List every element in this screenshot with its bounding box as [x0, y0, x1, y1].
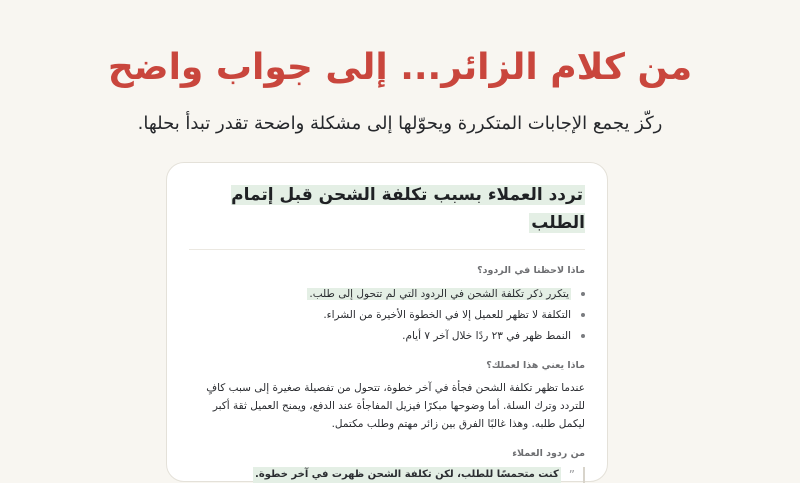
observation-text: التكلفة لا تظهر للعميل إلا في الخطوة الأخيرة من الشراء. — [323, 309, 571, 321]
hero-subheadline: ركّز يجمع الإجابات المتكررة ويحوّلها إلى مشكلة واضحة تقدر تبدأ بحلها. — [137, 113, 663, 134]
quote-mark-icon: ” — [568, 468, 575, 482]
observation-item — [189, 284, 585, 305]
observations-label: ماذا لاحظنا في الردود؟ — [477, 265, 585, 276]
observation-text: النمط ظهر في ٢٣ ردًا خلال آخر ٧ أيام. — [402, 330, 571, 342]
quote-text: كنت متحمسًا للطلب، لكن تكلفة الشحن ظهرت في آخر خطوة. — [253, 467, 561, 483]
card-title — [189, 181, 585, 237]
bullet-icon — [581, 292, 585, 296]
meaning-label: ماذا يعني هذا لعملك؟ — [486, 360, 585, 371]
observation-text: يتكرر ذكر تكلفة الشحن في الردود التي لم تتحول إلى طلب. — [309, 288, 569, 300]
bullet-icon — [581, 313, 585, 317]
card-title-text: تردد العملاء بسبب تكلفة الشحن قبل إتمام الطلب — [231, 185, 585, 233]
quotes-label: من ردود العملاء — [512, 448, 585, 459]
observations-list — [189, 284, 585, 347]
insight-card — [166, 162, 608, 482]
meaning-text: عندما تظهر تكلفة الشحن فجأة في آخر خطوة، تتحول من تفصيلة صغيرة إلى سبب كافٍ للتردد وترك السلة. أما وضوحها مبكرًا فيزيل المفاجأة عند الدفع، ويمنح العميل ثقة أكبر ليكمل طلبه. وهذا غالبًا الفرق بين زائر مهتم وطلب مكتمل. — [206, 382, 585, 430]
customer-quote — [189, 467, 585, 483]
observation-item — [189, 326, 585, 347]
bullet-icon — [581, 334, 585, 338]
divider — [189, 249, 585, 250]
hero-headline: من كلام الزائر... إلى جواب واضح — [107, 47, 693, 88]
observation-item — [189, 305, 585, 326]
